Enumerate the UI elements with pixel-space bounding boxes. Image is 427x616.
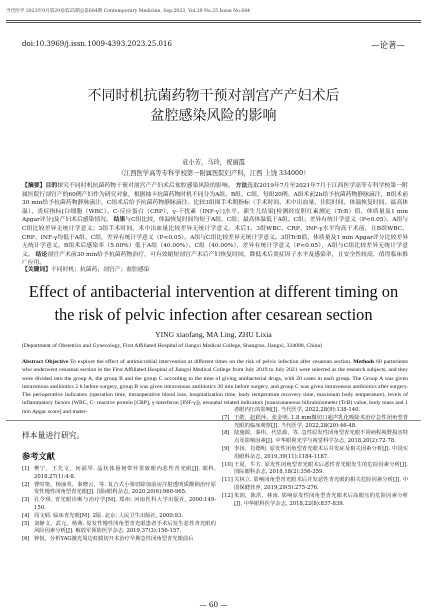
title-zh-line-2: 盆腔感染风险的影响 bbox=[150, 108, 277, 124]
reference-text: 陆施源，秦伟，代思源，等. 急性原发性闭角型青光眼不同病程视野损害特点及影响因素[J]. 中华眼视光学与视觉科学杂志, 2018,20(2):72-78. bbox=[234, 430, 408, 445]
reference-text: 关林立. 影响闭角型青光眼术后并发恶性青光眼的相关危险因素分析[J]. 中国保健营养, 2019,29(5):275-276. bbox=[234, 477, 408, 491]
abstract-zh-methods-label: 方法 bbox=[235, 183, 248, 189]
reference-number: [6] bbox=[22, 536, 30, 543]
reference-number: [12] bbox=[222, 492, 233, 499]
abstract-zh-label: 【摘要】 bbox=[22, 183, 46, 189]
abstract-en-methods-text: 60 parturients who underwent cesarean section in the First Affiliated Hospital of Jiangxi Medical College from July 2019 to July 2021 were selected as the research subjects, and they were divided into the group A, the group B and the group C according to the time of giving antibacterial drugs, with 20 cases in each group. The Group A was given intravenous antibiotics 2 h before surgery, group B was given intravenous antibiotics 30 min before surgery, and group C was given intravenous antibiotics after surgery. The perioperative indicators (operation time, intraoperative blood loss, hospitalization time, body temperature recovery time, maximum body temperature), levels of inflammatory factors (WBC, C- reactive protein [CRP], γ-interferon [INF-γ]), neonatal related indicators [transcutaneous bilirubinometer (TcB) value, body mass and 1 min Apgar score] and mater- bbox=[22, 359, 409, 415]
reference-text: 孔令琪. 青光眼诊断与治疗学[M]. 郑州: 河南医科大学出版社, 2000:149-150. bbox=[34, 497, 216, 511]
reference-item bbox=[22, 521, 216, 537]
reference-number: [11] bbox=[222, 477, 233, 484]
reference-number: [9] bbox=[222, 445, 230, 452]
authors-en: YING xiaofang, MA Ling, ZHU Lixia bbox=[155, 330, 272, 339]
reference-text: 王皓，赵跃萍，张金明. 1.8 mm微切口超声乳化吸除术治疗急性闭角型青光眼的临床观察[J]. 当代医学, 2022,28(20):46-48. bbox=[234, 414, 408, 429]
abstract-zh-results-label: 结果 bbox=[113, 217, 126, 224]
reference-number bbox=[222, 407, 234, 415]
abstract-zh-methods-text: 选取2019年7月至2021年7月于江西医学高等专科学校第一附属医院行剖宫产的60例产妇作为研究对象，根据抽卡抗菌药物时机不同分为A组、B组、C组，每组20例。A组术前2h给予抗菌药物静脉滴注，B组术前30 min给予抗菌药物静脉滴注，C组术后给予抗菌药物静脉滴注。比较3组围手术期指标（手术时间、术中出血量、住院时间、体温恢复时间、最高体温）、炎症指标[白细胞（WBC）、C-反应蛋白（CRP）、γ-干扰素（INF-γ）]水平、新生儿结果[检测经皮胆红素测定（TcB）值，体质量及1 min Apgar评分]及产妇术后感染情况。 bbox=[22, 183, 408, 224]
reference-text: 刘静文，武元，杨燕. 原发性慢性闭角型青光眼患者手术后发生恶性青光眼的风险因素分析[J]. 解放军预防医学杂志, 2019,37(3):156-157. bbox=[34, 520, 216, 535]
reference-item bbox=[222, 462, 408, 478]
reference-text: 周文炳. 临床青光眼[M]. 2版. 北京: 人民卫生出版社, 2000:93. bbox=[34, 512, 183, 519]
reference-number: [8] bbox=[222, 430, 230, 437]
title-zh-line-1: 不同时机抗菌药物干预对剖宫产产妇术后 bbox=[87, 88, 340, 104]
keywords-zh bbox=[22, 266, 408, 275]
reference-item bbox=[22, 497, 216, 513]
reference-item bbox=[222, 493, 408, 509]
reference-number: [4] bbox=[22, 512, 30, 519]
title-en-line-2: the risk of pelvic infection after cesarean section bbox=[54, 305, 373, 324]
reference-item bbox=[22, 466, 216, 482]
abstract-en-objective-text: To explore the effect of antimicrobial intervention at different times on the risk of pelvic infection after cesarean section. bbox=[70, 359, 352, 365]
keywords-zh-label: 【关键词】 bbox=[22, 267, 51, 273]
abstract-zh-conclusion-label: 结论 bbox=[35, 251, 48, 258]
header-rule-secondary bbox=[6, 22, 421, 23]
reference-number: [5] bbox=[22, 520, 30, 527]
reference-text: 钟悦，分析YAG激光周边虹膜切开术治疗早期急性闭角型青光眼前后 bbox=[34, 536, 194, 543]
running-head: 当代医学 2023年9月第29卷第25期总第684期 Contemporary Medicine, Sep.2023, Vol.29 No.25 Issue No.684 bbox=[6, 9, 251, 14]
abstract-en-label: Abstract bbox=[22, 359, 44, 365]
abstract-en-methods-label: Methods bbox=[353, 359, 375, 365]
affiliation-en: (Department of Obstetrics and Gynecology, First Affiliated Hospital of Jiangxi Medical College, Shangrao, Jiangxi, 334000, China) bbox=[22, 343, 322, 349]
reference-text: 樊宁，王先文，何福琴. 晶状体悬韧带异常致眼内恶性青光眼[J]. 眼科, 2018,27(1):4-8. bbox=[34, 466, 216, 480]
reference-text: 曹时艳，杨丽英，秦晓云，等. 复合式小梁切除加前房注射透明质酸钠治疗原发性慢性闭角型青光眼[J]. 国际眼科杂志, 2020,20(6):960-965. bbox=[34, 481, 216, 496]
references-list-left bbox=[22, 466, 216, 544]
keywords-zh-text: 不同时机；抗菌药；剖宫产；盆腔感染 bbox=[51, 267, 150, 273]
reference-text: 朱润，陈洪，林南. 影响原发性闭角型青光眼术后高眼压的危险因素分析[J]. 中华眼科医学杂志, 2018,22(8):837-839. bbox=[234, 492, 408, 507]
left-column bbox=[22, 430, 216, 544]
reference-number: [3] bbox=[22, 497, 30, 504]
reference-text: 者眼内压的影响[J]. 当代医学, 2022,28(9):138-140. bbox=[234, 407, 361, 413]
reference-number: [10] bbox=[222, 461, 233, 468]
reference-item bbox=[22, 536, 216, 544]
reference-item bbox=[22, 482, 216, 498]
reference-item bbox=[222, 407, 408, 415]
abstract-zh-objective-text: 探究不同时机抗菌药物干预对剖宫产产妇术后盆腔感染风险的影响。 bbox=[57, 183, 234, 189]
reference-item bbox=[222, 430, 408, 446]
references-heading: 参考文献 bbox=[22, 451, 55, 461]
abstract-zh-objective-label: 目的 bbox=[45, 183, 58, 189]
reference-item bbox=[22, 513, 216, 521]
reference-text: 李扬，肖德明. 原发性闭角型青光眼术后并发症及相关因素分析[J]. 中国实用眼科杂志, 2019,39(11):1184-1187. bbox=[234, 445, 408, 460]
continuation-text: 样本量进行研究。 bbox=[22, 431, 85, 440]
doi: doi:10.3969/j.issn.1009-4393.2023.25.016 bbox=[22, 40, 172, 48]
reference-item bbox=[222, 415, 408, 431]
title-en-line-1: Effect of antibacterial intervention at different timing on bbox=[28, 282, 399, 301]
right-column bbox=[222, 407, 408, 508]
header-rule bbox=[6, 20, 421, 21]
reference-number: [1] bbox=[22, 466, 30, 472]
affiliation-zh: （江西医学高等专科学校第一附属医院妇产科，江西 上饶 334000） bbox=[117, 170, 310, 177]
abstract-en-objective-label: Objective bbox=[44, 359, 69, 365]
reference-number: [7] bbox=[222, 414, 230, 421]
abstract-zh-conclusion-text: 剖宫产术前30 min给予抗菌药物治疗，可有效缩短剖宫产术后产妇恢复时间，降低术后炎症因子水平及感染率，且安全性较高，值得临床推广应用。 bbox=[22, 251, 408, 267]
reference-number: [2] bbox=[22, 481, 30, 488]
section-label: —论著— bbox=[370, 41, 405, 51]
reference-item bbox=[222, 477, 408, 493]
authors-zh: 袁小芳，马玲，祝丽霞 bbox=[182, 159, 245, 166]
abstract-zh bbox=[22, 182, 408, 268]
reference-item bbox=[222, 446, 408, 462]
page-number: — 60 — bbox=[199, 600, 228, 609]
abstract-zh-results-text: 与C组比较，体温恢复时间均短于A组、C组；最高体温低于A组、C组；差异有统计学意义（P<0.05）。A组与C组比较差异无统计学意义；3组手术时间、术中出血量比较差异无统计学意义。术后1、3组WBC、CRP、INF-γ水平均高于术前，且B组WBC、CRP、INF-γ均低于A组、C组，差异有统计学意义（P<0.05）。A组与C组比较差异无统计学意义。3组TcB值，体质量及1 min Apgar评分比较差异无统计学意义。B组术后感染率（5.00%）低于A组（40.00%）、C组（40.00%），差异有统计学意义（P<0.05），A组与C组比较差异无统计学意义。 bbox=[22, 217, 408, 258]
reference-text: 王夏，牛方. 原发性闭角型青光眼术后恶性青光眼发生的危险因素分析[J]. 国际眼科杂志, 2018,18(2):356-359. bbox=[234, 461, 408, 476]
